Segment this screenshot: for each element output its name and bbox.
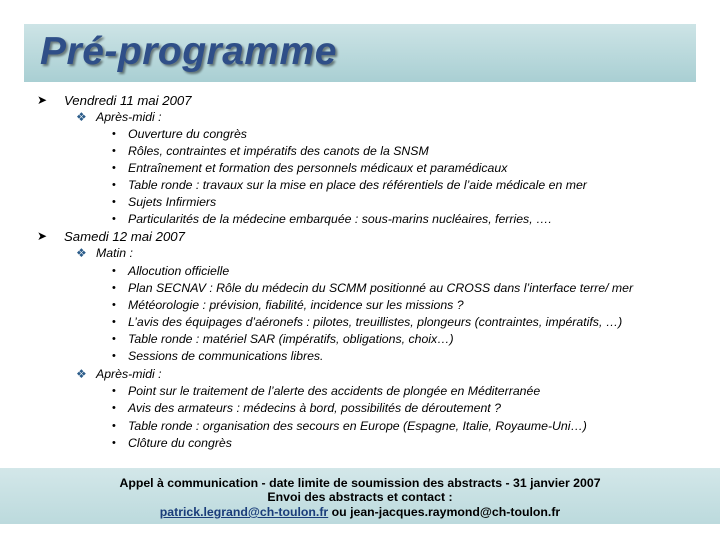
dot-bullet-icon: • (112, 128, 116, 140)
email-separator: ou (328, 505, 351, 519)
arrowhead-bullet-icon: ➤ (37, 229, 48, 243)
dot-bullet-icon: • (112, 350, 116, 362)
dot-bullet-icon: • (112, 145, 116, 157)
session-label: Après-midi : (96, 110, 162, 124)
diamond-bullet-icon: ❖ (76, 367, 87, 381)
contact-heading: Envoi des abstracts et contact : (267, 490, 453, 504)
dot-bullet-icon: • (112, 179, 116, 191)
diamond-bullet-icon: ❖ (76, 110, 87, 124)
dot-bullet-icon: • (112, 402, 116, 414)
email-text-raymond: jean-jacques.raymond@ch-toulon.fr (350, 505, 561, 519)
dot-bullet-icon: • (112, 316, 116, 328)
dot-bullet-icon: • (112, 437, 116, 449)
dot-bullet-icon: • (112, 299, 116, 311)
arrowhead-bullet-icon: ➤ (37, 93, 48, 107)
session-label: Matin : (96, 246, 133, 260)
day-label: Samedi 12 mai 2007 (64, 229, 185, 244)
dot-bullet-icon: • (112, 213, 116, 225)
session-label: Après-midi : (96, 367, 162, 381)
contact-emails (0, 505, 720, 520)
dot-bullet-icon: • (112, 385, 116, 397)
dot-bullet-icon: • (112, 333, 116, 345)
dot-bullet-icon: • (112, 282, 116, 294)
call-for-papers-text: Appel à communication - date limite de soumission des abstracts - 31 janvier 2007 (119, 476, 601, 490)
dot-bullet-icon: • (112, 265, 116, 277)
dot-bullet-icon: • (112, 196, 116, 208)
diamond-bullet-icon: ❖ (76, 246, 87, 260)
day-label: Vendredi 11 mai 2007 (64, 93, 192, 108)
dot-bullet-icon: • (112, 162, 116, 174)
dot-bullet-icon: • (112, 420, 116, 432)
email-link-legrand[interactable]: patrick.legrand@ch-toulon.fr (159, 505, 329, 519)
page-title: Pré-programme (40, 30, 337, 73)
